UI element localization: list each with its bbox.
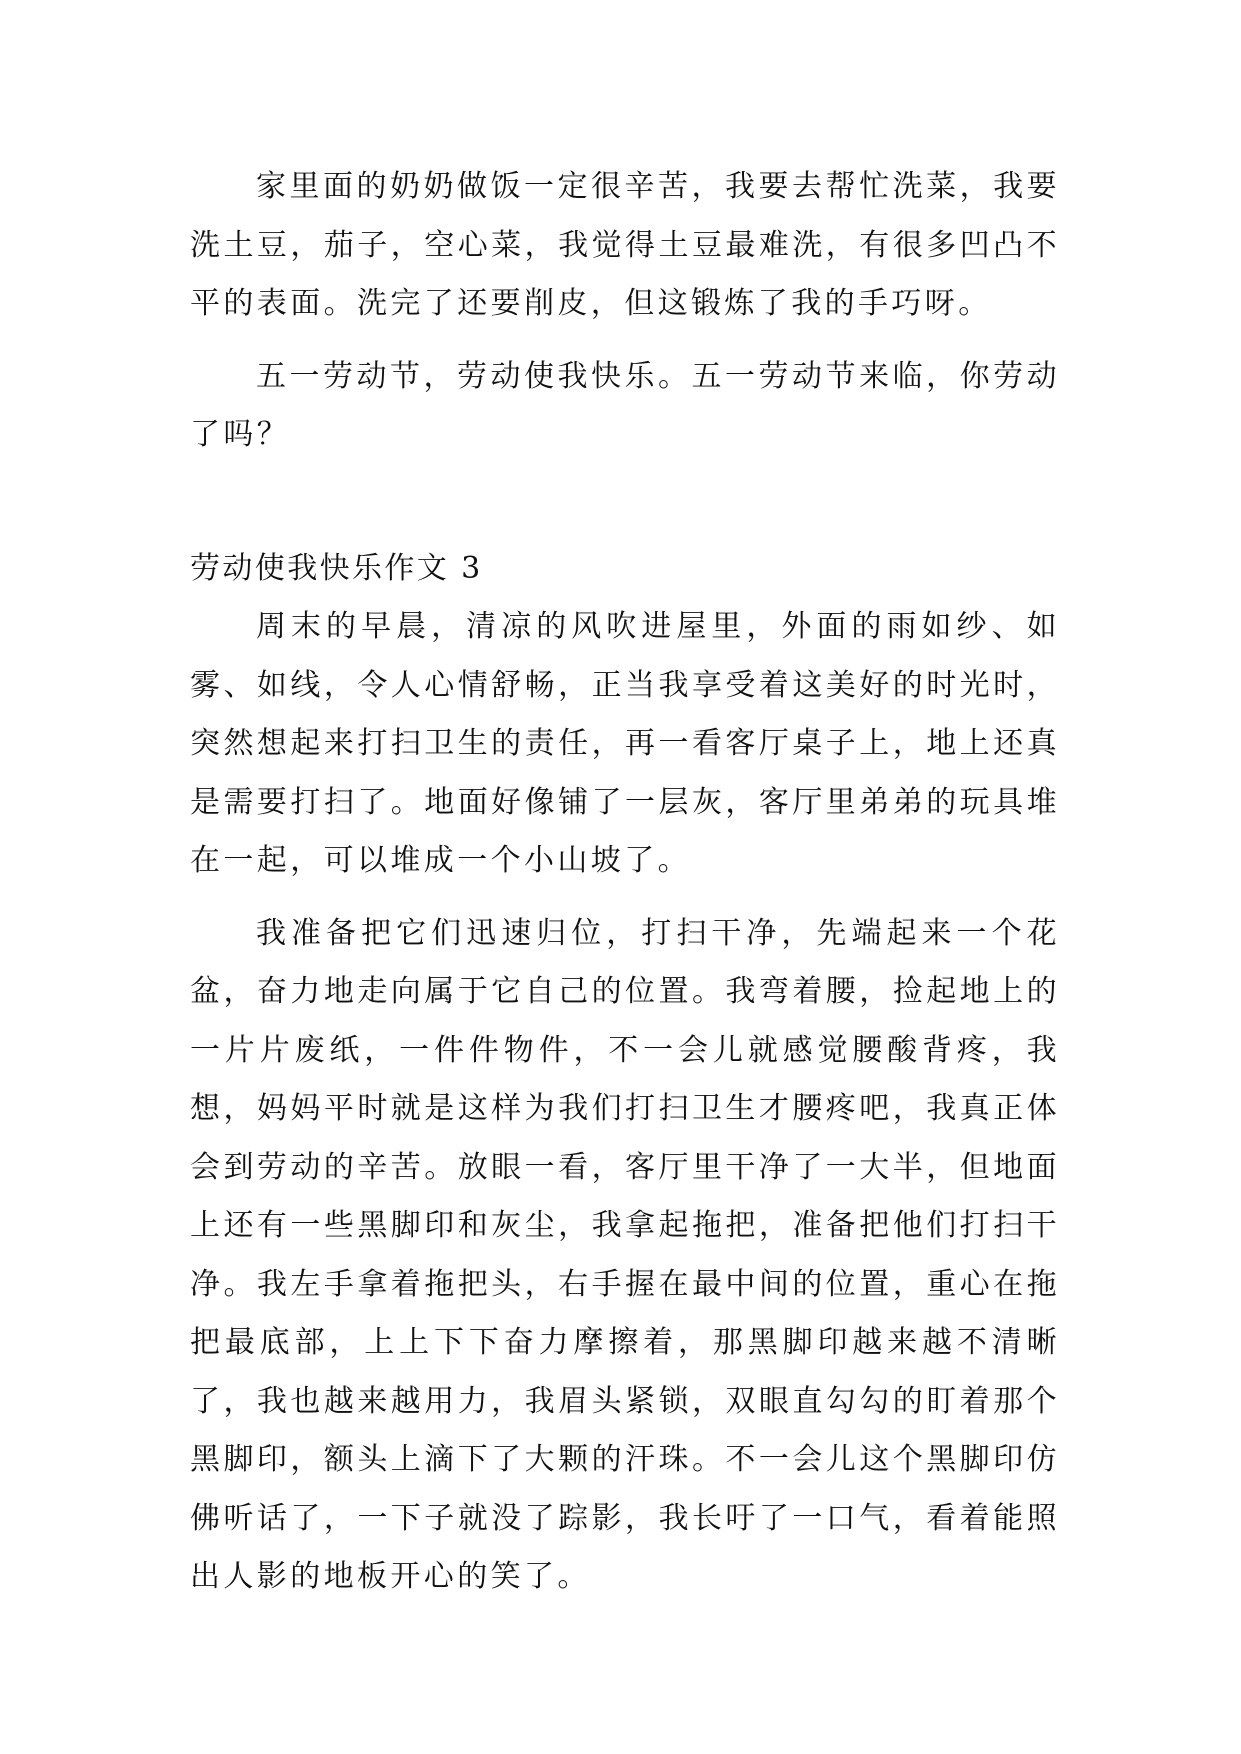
paragraph-cleaning: 我准备把它们迅速归位，打扫干净，先端起来一个花盆，奋力地走向属于它自己的位置。我弯着腰，捡起地上的一片片废纸，一件件物件，不一会儿就感觉腰酸背疼，我想，妈妈平时就是这样为我们打扫卫生才腰疼吧，我真正体会到劳动的辛苦。放眼一看，客厅里干净了一大半，但地面上还有一些黑脚印和灰尘，我拿起拖把，准备把他们打扫干净。我左手拿着拖把头，右手握在最中间的位置，重心在拖把最底部，上上下下奋力摩擦着，那黑脚印越来越不清晰了，我也越来越用力，我眉头紧锁，双眼直勾勾的盯着那个黑脚印，额头上滴下了大颗的汗珠。不一会儿这个黑脚印仿佛听话了，一下子就没了踪影，我长吁了一口气，看着能照出人影的地板开心的笑了。 — [190, 915, 1060, 1594]
paragraph-weekend-morning: 周末的早晨，清凉的风吹进屋里，外面的雨如纱、如雾、如线，令人心情舒畅，正当我享受着这美好的时光时，突然想起来打扫卫生的责任，再一看客厅桌子上，地上还真是需要打扫了。地面好像铺了一层灰，客厅里弟弟的玩具堆在一起，可以堆成一个小山坡了。 — [190, 609, 1060, 878]
section-title: 劳动使我快乐作文 3 — [190, 550, 483, 586]
document-page — [190, 158, 1060, 1607]
paragraph-grandma-cooking: 家里面的奶奶做饭一定很辛苦，我要去帮忙洗菜，我要洗土豆，茄子，空心菜，我觉得土豆最难洗，有很多凹凸不平的表面。洗完了还要削皮，但这锻炼了我的手巧呀。 — [190, 169, 1060, 321]
paragraph-labor-day: 五一劳动节，劳动使我快乐。五一劳动节来临，你劳动了吗？ — [190, 358, 1060, 452]
